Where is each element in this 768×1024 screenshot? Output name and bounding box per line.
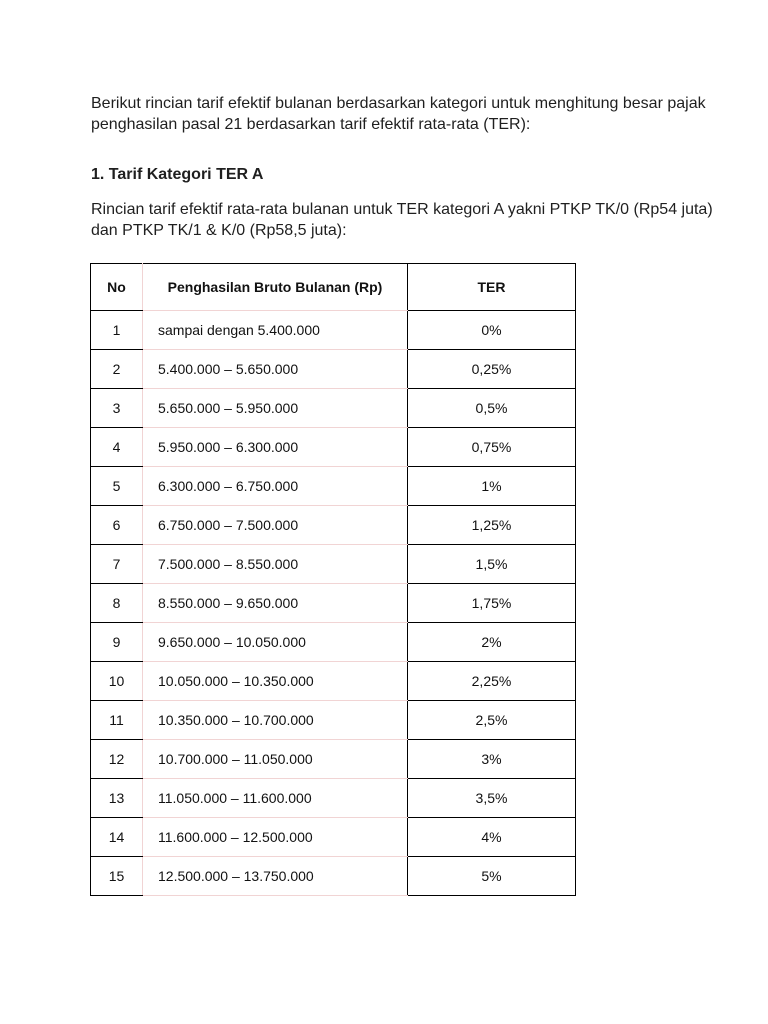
row-income-range: 5.950.000 – 6.300.000 bbox=[143, 428, 408, 467]
row-ter-rate: 5% bbox=[408, 857, 576, 896]
row-income-range: 8.550.000 – 9.650.000 bbox=[143, 584, 408, 623]
row-no: 13 bbox=[91, 779, 143, 818]
table-row bbox=[91, 584, 576, 623]
row-ter-rate: 4% bbox=[408, 818, 576, 857]
row-income-range: 10.050.000 – 10.350.000 bbox=[143, 662, 408, 701]
row-income-range: 6.300.000 – 6.750.000 bbox=[143, 467, 408, 506]
table-row bbox=[91, 740, 576, 779]
row-ter-rate: 2% bbox=[408, 623, 576, 662]
header-ter: TER bbox=[408, 264, 576, 311]
header-no: No bbox=[91, 264, 143, 311]
row-no: 2 bbox=[91, 350, 143, 389]
row-no: 5 bbox=[91, 467, 143, 506]
table-row bbox=[91, 662, 576, 701]
table-row bbox=[91, 350, 576, 389]
table-row bbox=[91, 779, 576, 818]
row-no: 4 bbox=[91, 428, 143, 467]
table-row bbox=[91, 818, 576, 857]
row-no: 10 bbox=[91, 662, 143, 701]
row-income-range: 11.600.000 – 12.500.000 bbox=[143, 818, 408, 857]
table-row bbox=[91, 428, 576, 467]
row-no: 6 bbox=[91, 506, 143, 545]
row-ter-rate: 3% bbox=[408, 740, 576, 779]
table-row bbox=[91, 857, 576, 896]
row-no: 8 bbox=[91, 584, 143, 623]
intro-paragraph: Berikut rincian tarif efektif bulanan berdasarkan kategori untuk menghitung besar pajak penghasilan pasal 21 berdasarkan tarif efektif rata-rata (TER): bbox=[91, 95, 706, 133]
table-row bbox=[91, 467, 576, 506]
table-row bbox=[91, 389, 576, 428]
row-no: 1 bbox=[91, 311, 143, 350]
row-no: 9 bbox=[91, 623, 143, 662]
header-income: Penghasilan Bruto Bulanan (Rp) bbox=[143, 264, 408, 311]
row-income-range: 7.500.000 – 8.550.000 bbox=[143, 545, 408, 584]
table-row bbox=[91, 701, 576, 740]
table-row bbox=[91, 506, 576, 545]
row-ter-rate: 2,25% bbox=[408, 662, 576, 701]
section-heading: 1. Tarif Kategori TER A bbox=[91, 166, 264, 183]
row-income-range: 6.750.000 – 7.500.000 bbox=[143, 506, 408, 545]
section-description: Rincian tarif efektif rata-rata bulanan untuk TER kategori A yakni PTKP TK/0 (Rp54 juta) dan PTKP TK/1 & K/0 (Rp58,5 juta): bbox=[91, 201, 713, 239]
row-ter-rate: 0,25% bbox=[408, 350, 576, 389]
row-income-range: 9.650.000 – 10.050.000 bbox=[143, 623, 408, 662]
row-ter-rate: 1,5% bbox=[408, 545, 576, 584]
row-no: 15 bbox=[91, 857, 143, 896]
row-no: 11 bbox=[91, 701, 143, 740]
row-ter-rate: 2,5% bbox=[408, 701, 576, 740]
row-income-range: sampai dengan 5.400.000 bbox=[143, 311, 408, 350]
row-ter-rate: 1,75% bbox=[408, 584, 576, 623]
row-no: 3 bbox=[91, 389, 143, 428]
row-ter-rate: 0,5% bbox=[408, 389, 576, 428]
row-ter-rate: 0% bbox=[408, 311, 576, 350]
row-ter-rate: 1,25% bbox=[408, 506, 576, 545]
row-income-range: 5.650.000 – 5.950.000 bbox=[143, 389, 408, 428]
row-ter-rate: 3,5% bbox=[408, 779, 576, 818]
table-row bbox=[91, 311, 576, 350]
row-no: 14 bbox=[91, 818, 143, 857]
ter-table bbox=[90, 263, 576, 896]
table-row bbox=[91, 545, 576, 584]
row-no: 12 bbox=[91, 740, 143, 779]
table-row bbox=[91, 623, 576, 662]
row-income-range: 5.400.000 – 5.650.000 bbox=[143, 350, 408, 389]
row-income-range: 11.050.000 – 11.600.000 bbox=[143, 779, 408, 818]
table-header-row bbox=[91, 264, 576, 311]
row-ter-rate: 1% bbox=[408, 467, 576, 506]
row-income-range: 10.350.000 – 10.700.000 bbox=[143, 701, 408, 740]
row-income-range: 10.700.000 – 11.050.000 bbox=[143, 740, 408, 779]
row-no: 7 bbox=[91, 545, 143, 584]
row-income-range: 12.500.000 – 13.750.000 bbox=[143, 857, 408, 896]
row-ter-rate: 0,75% bbox=[408, 428, 576, 467]
